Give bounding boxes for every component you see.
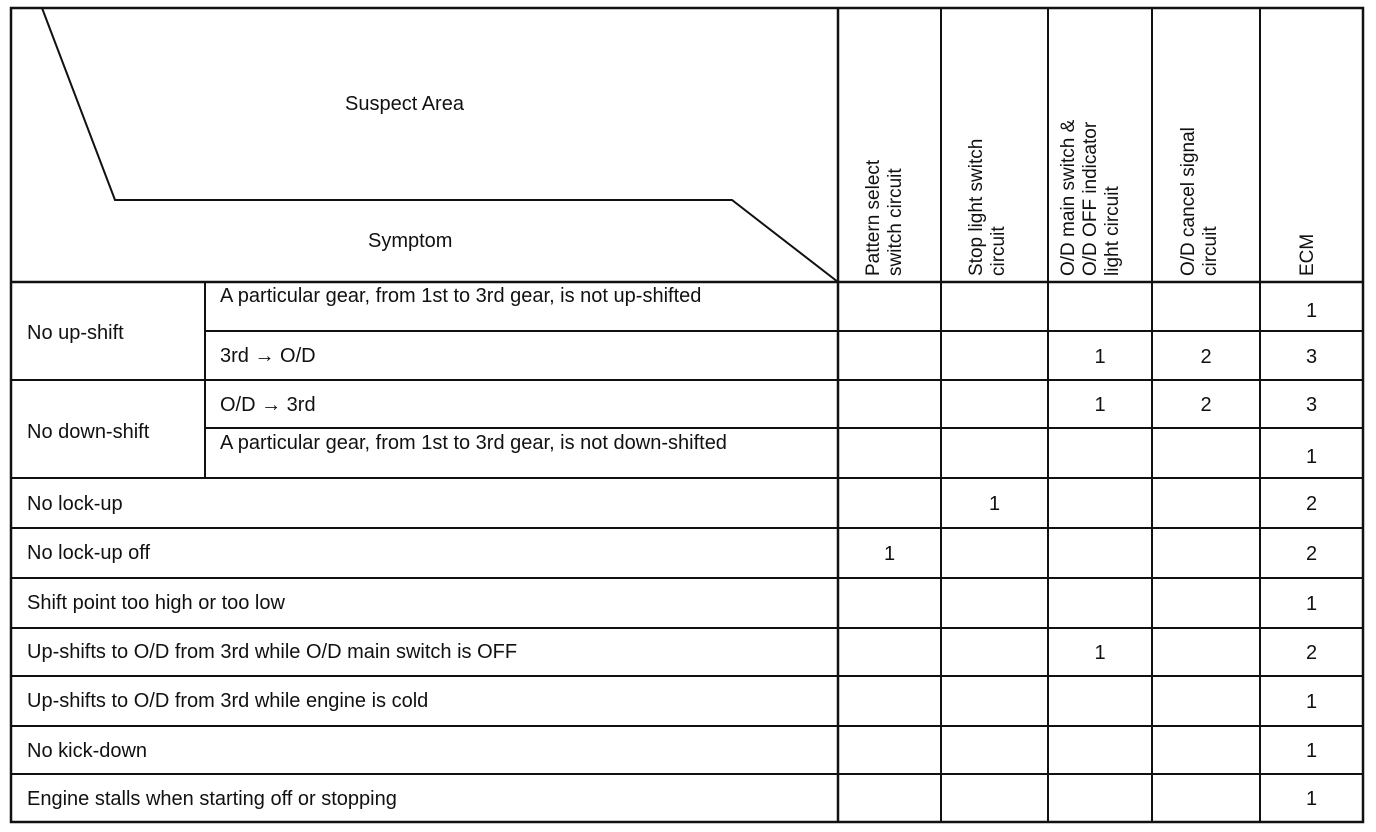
- priority-cell: 2: [1200, 346, 1212, 368]
- symptom-row-6: Shift point too high or too low: [27, 592, 285, 614]
- priority-cell: 1: [883, 543, 896, 565]
- priority-cell: 1: [1305, 593, 1318, 615]
- symptom-row-8: Up-shifts to O/D from 3rd while engine is cold: [27, 690, 429, 712]
- group-label-no-up-shift: No up-shift: [27, 322, 124, 344]
- priority-cell: 1: [1305, 300, 1318, 322]
- priority-cell: 1: [1305, 691, 1318, 713]
- priority-cell: 3: [1305, 346, 1318, 368]
- priority-cell: 1: [1305, 446, 1318, 468]
- symptom-row-7: Up-shifts to O/D from 3rd while O/D main switch is OFF: [27, 641, 518, 663]
- symptom-row-10: Engine stalls when starting off or stopping: [27, 788, 397, 810]
- priority-cell: 2: [1305, 543, 1318, 565]
- priority-cell: 2: [1305, 493, 1318, 515]
- priority-cell: 3: [1305, 394, 1318, 416]
- symptom-row-3: A particular gear, from 1st to 3rd gear, is not down-shifted: [220, 432, 727, 454]
- suspect-area-label: Suspect Area: [345, 93, 464, 115]
- priority-cell: 1: [1094, 346, 1106, 368]
- priority-cell: 1: [1305, 788, 1318, 810]
- priority-cell: 1: [1094, 394, 1106, 416]
- priority-cell: 1: [1094, 642, 1106, 664]
- troubleshooting-matrix: Suspect Area Symptom Pattern select switch circuit Stop light switch circuit O/D main switch & O/D OFF indicator light circuit O/D cancel signal circuit ECM No up-shift No down-shift A particular gear, from 1st to 3rd gear, is not up-shifted 3rd → O/D O/D → 3rd A particular gear, from 1st to 3rd gear, is not down-shifted No lock-up No lock-up off Shift point too high or too low Up-shifts to O/D from 3rd while O/D main switch is OFF Up-shifts to O/D from 3rd while engine is cold No kick-down Engine stalls when starting off or stopping 1 1 2 3 1 2 3 1 1 2 1 2 1 1 2 1 1 1: [0, 0, 1376, 832]
- priority-cell: 1: [1305, 740, 1318, 762]
- symptom-row-1: 3rd → O/D: [220, 345, 316, 367]
- priority-cell: 2: [1305, 642, 1318, 664]
- symptom-row-0: A particular gear, from 1st to 3rd gear, is not up-shifted: [220, 285, 702, 307]
- symptom-row-4: No lock-up: [27, 493, 123, 515]
- symptom-row-5: No lock-up off: [27, 542, 151, 564]
- priority-cell: 2: [1200, 394, 1212, 416]
- symptom-row-9: No kick-down: [27, 740, 148, 762]
- priority-cell: 1: [988, 493, 1001, 515]
- symptom-label: Symptom: [368, 230, 453, 252]
- group-label-no-down-shift: No down-shift: [27, 421, 150, 443]
- symptom-row-2: O/D → 3rd: [220, 394, 316, 416]
